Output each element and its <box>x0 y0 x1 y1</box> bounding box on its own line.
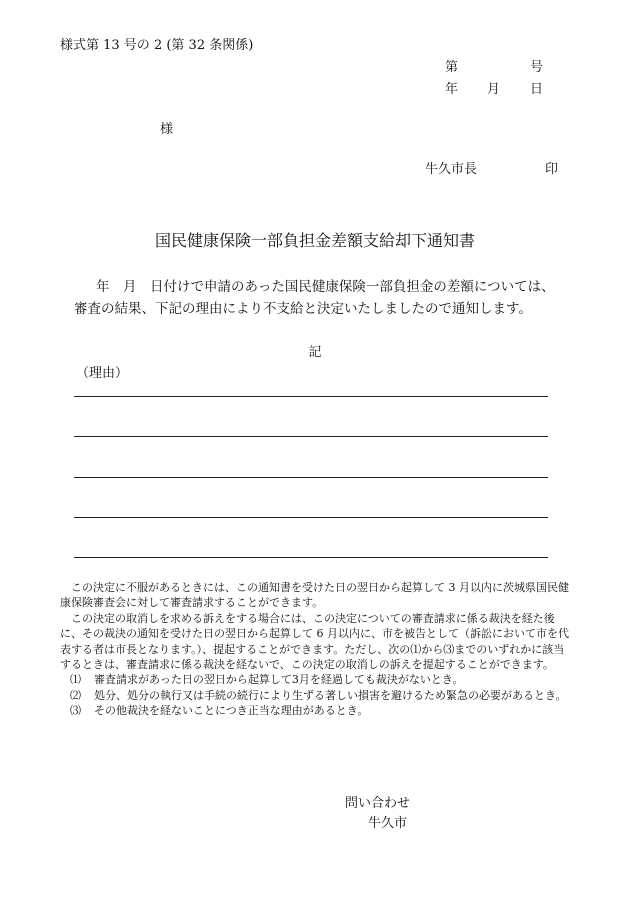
addressee-suffix: 様 <box>160 122 174 137</box>
notice-item-number: ⑵ <box>70 688 81 702</box>
notice-paragraph-2: この決定の取消しを求める訴えをする場合には、この決定についての審査請求に係る裁決を経た後に、その裁決の通知を受けた日の翌日から起算して 6 月以内に、市を被告として（訴訟において市を代表する者は市長となります。）、提起することができます。ただし、次の⑴から⑶までのいずれかに該当するときは、審査請求に係る裁決を経ないで、この決定の取消しの訴えを提起することができます。 <box>60 611 569 672</box>
sender-title: 牛久市長 <box>425 162 478 177</box>
body-line-2: 審査の結果、下記の理由により不支給と決定いたしましたので通知します。 <box>74 301 532 317</box>
document-title: 国民健康保険一部負担金差額支給却下通知書 <box>154 231 475 250</box>
document-number-prefix: 第 <box>445 60 459 75</box>
form-number: 様式第 13 号の 2 (第 32 条関係) <box>60 38 254 53</box>
notice-item-1 <box>70 672 570 687</box>
date-month-label: 月 <box>487 82 501 97</box>
body-text <box>74 276 564 320</box>
reason-line-5 <box>74 557 548 558</box>
reason-line-3 <box>74 477 548 478</box>
notice-item-text: 処分、処分の執行又は手続の続行により生ずる著しい損害を避けるため緊急の必要があるとき。 <box>94 688 567 702</box>
reason-line-1 <box>74 396 548 397</box>
notice-item-2 <box>70 688 570 703</box>
notice-paragraph-1: この決定に不服があるときには、この通知書を受けた日の翌日から起算して 3 月以内に茨城県国民健康保険審査会に対して審査請求することができます。 <box>60 581 569 610</box>
notice-item-text: その他裁決を経ないことにつき正当な理由があるとき。 <box>94 704 369 718</box>
seal-mark: 印 <box>545 162 559 177</box>
notice-item-number: ⑴ <box>70 673 81 687</box>
document-number-suffix: 号 <box>530 60 544 75</box>
date-year-label: 年 <box>445 82 459 97</box>
appeal-notice <box>60 580 570 719</box>
reason-line-4 <box>74 517 548 518</box>
contact-label: 問い合わせ <box>345 796 411 811</box>
notice-item-number: ⑶ <box>70 704 81 718</box>
body-line-1: 年 月 日付けで申請のあった国民健康保険一部負担金の差額については、 <box>96 279 555 295</box>
reason-label: （理由） <box>76 366 129 381</box>
date-day-label: 日 <box>530 82 544 97</box>
ki-heading: 記 <box>308 345 322 360</box>
notice-item-text: 審査請求があった日の翌日から起算して3月を経過しても裁決がないとき。 <box>94 673 464 687</box>
contact-city: 牛久市 <box>368 816 408 831</box>
notice-item-3 <box>70 703 570 718</box>
reason-line-2 <box>74 436 548 437</box>
